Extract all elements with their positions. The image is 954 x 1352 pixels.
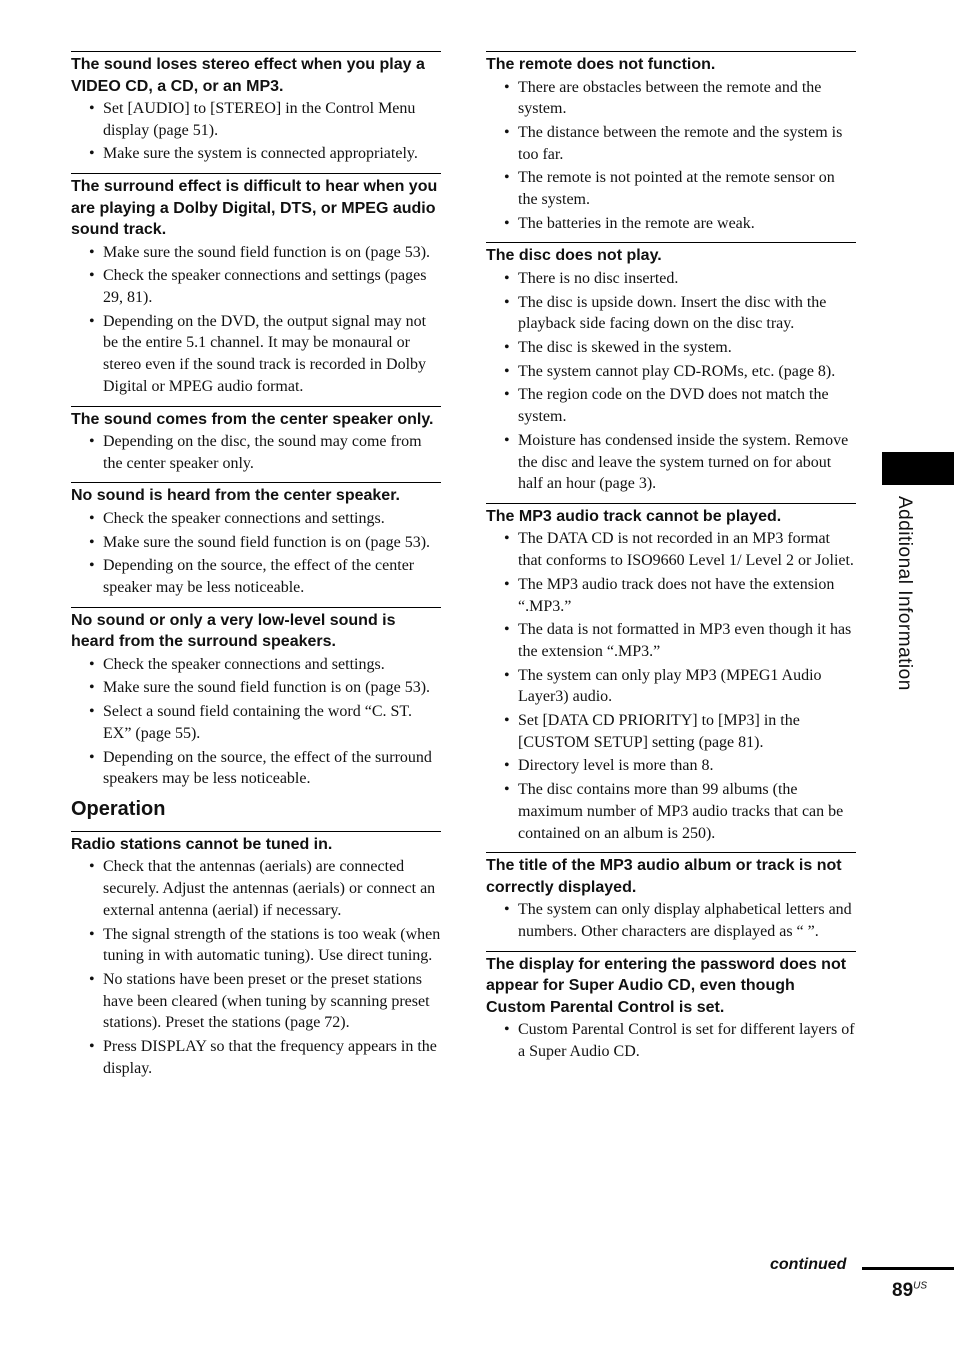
bullet-item: • Set [DATA CD PRIORITY] to [MP3] in the [CUSTOM SETUP] setting (page 81).	[486, 710, 856, 753]
section-title: The surround effect is difficult to hear when you are playing a Dolby Digital, DTS, or MPEG audio sound track.	[71, 178, 438, 239]
continued-label: continued	[770, 1256, 847, 1273]
troubleshooting-section	[71, 831, 441, 1080]
bullet-list	[486, 899, 856, 942]
troubleshooting-section	[71, 607, 441, 790]
left-sections-b	[71, 831, 441, 1080]
bullet-item: • No stations have been preset or the preset stations have been cleared (when tuning by scanning preset stations). Preset the stations (page 72).	[71, 969, 441, 1034]
bullet-item: • Make sure the sound field function is on (page 53).	[71, 242, 441, 264]
bullet-list	[486, 77, 856, 235]
bullet-item: • The system can only display alphabetical letters and numbers. Other characters are displayed as “ ”.	[486, 899, 856, 942]
bullet-item: • Custom Parental Control is set for different layers of a Super Audio CD.	[486, 1019, 856, 1062]
bullet-list	[71, 431, 441, 474]
bullet-item: • The batteries in the remote are weak.	[486, 213, 856, 235]
troubleshooting-section	[71, 173, 441, 397]
bullet-item: • Depending on the DVD, the output signal may not be the entire 5.1 channel. It may be monaural or stereo even if the sound track is recorded in Dolby Digital or MPEG audio format.	[71, 311, 441, 398]
side-tab-label: Additional Information	[894, 496, 915, 691]
bullet-list	[71, 98, 441, 165]
bullet-item: • Select a sound field containing the word “C. ST. EX” (page 55).	[71, 701, 441, 744]
section-tab-marker	[882, 452, 954, 485]
bullet-item: • The DATA CD is not recorded in an MP3 format that conforms to ISO9660 Level 1/ Level 2 or Joliet.	[486, 528, 856, 571]
troubleshooting-section	[486, 242, 856, 495]
section-title: The sound loses stereo effect when you play a VIDEO CD, a CD, or an MP3.	[71, 56, 425, 95]
troubleshooting-section	[71, 482, 441, 598]
bullet-item: • Check the speaker connections and settings.	[71, 508, 441, 530]
page-number-value: 89	[892, 1280, 914, 1301]
right-column	[486, 51, 856, 1071]
section-title: The disc does not play.	[486, 247, 662, 265]
bullet-item: • The remote is not pointed at the remote sensor on the system.	[486, 167, 856, 210]
bullet-item: • Moisture has condensed inside the system. Remove the disc and leave the system turned on for about half an hour (page 3).	[486, 430, 856, 495]
bullet-list	[71, 856, 441, 1079]
bullet-item: • There are obstacles between the remote and the system.	[486, 77, 856, 120]
bullet-item: • The disc is skewed in the system.	[486, 337, 856, 359]
bullet-item: • The distance between the remote and the system is too far.	[486, 122, 856, 165]
section-title: The display for entering the password does not appear for Super Audio CD, even though Custom Parental Control is set.	[486, 955, 847, 1016]
section-title: The sound comes from the center speaker only.	[71, 410, 434, 428]
page-number-suffix: US	[913, 1280, 928, 1292]
troubleshooting-section	[71, 406, 441, 475]
bullet-item: • The system cannot play CD-ROMs, etc. (page 8).	[486, 361, 856, 383]
bullet-item: • Make sure the sound field function is on (page 53).	[71, 532, 441, 554]
bullet-item: • The system can only play MP3 (MPEG1 Audio Layer3) audio.	[486, 665, 856, 708]
bullet-item: • The data is not formatted in MP3 even though it has the extension “.MP3.”	[486, 619, 856, 662]
bullet-item: • Check that the antennas (aerials) are connected securely. Adjust the antennas (aerials) or connect an external antenna (aerial) if necessary.	[71, 856, 441, 921]
bullet-item: • Check the speaker connections and settings (pages 29, 81).	[71, 265, 441, 308]
section-title: No sound or only a very low-level sound is heard from the surround speakers.	[71, 611, 396, 651]
troubleshooting-section	[486, 51, 856, 234]
bullet-list	[71, 508, 441, 599]
section-title: Radio stations cannot be tuned in.	[71, 835, 333, 853]
left-sections-a	[71, 51, 441, 790]
section-title: The title of the MP3 audio album or track is not correctly displayed.	[486, 857, 842, 896]
bullet-list	[486, 268, 856, 495]
troubleshooting-section	[486, 951, 856, 1063]
bullet-item: • Depending on the source, the effect of the center speaker may be less noticeable.	[71, 555, 441, 598]
bullet-item: • The disc contains more than 99 albums (the maximum number of MP3 audio tracks that can be contained on an album is 250).	[486, 779, 856, 844]
bullet-item: • Make sure the sound field function is on (page 53).	[71, 677, 441, 699]
bullet-item: • Press DISPLAY so that the frequency appears in the display.	[71, 1036, 441, 1079]
bullet-list	[486, 528, 856, 844]
bullet-item: • Depending on the source, the effect of the surround speakers may be less noticeable.	[71, 747, 441, 790]
bullet-item: • The disc is upside down. Insert the disc with the playback side facing down on the disc tray.	[486, 292, 856, 335]
section-title: The remote does not function.	[486, 56, 716, 73]
section-title: No sound is heard from the center speaker.	[71, 487, 400, 505]
bullet-item: • Depending on the disc, the sound may come from the center speaker only.	[71, 431, 441, 474]
left-column	[71, 51, 441, 1088]
bullet-list	[486, 1019, 856, 1062]
bullet-list	[71, 654, 441, 790]
bullet-item: • Check the speaker connections and settings.	[71, 654, 441, 676]
bullet-item: • Directory level is more than 8.	[486, 755, 856, 777]
bullet-list	[71, 242, 441, 398]
section-title: The MP3 audio track cannot be played.	[486, 507, 782, 525]
bullet-item: • The region code on the DVD does not match the system.	[486, 384, 856, 427]
troubleshooting-section	[71, 51, 441, 165]
operation-heading: Operation	[71, 797, 166, 820]
bullet-item: • The MP3 audio track does not have the extension “.MP3.”	[486, 574, 856, 617]
bullet-item: • Set [AUDIO] to [STEREO] in the Control Menu display (page 51).	[71, 98, 441, 141]
troubleshooting-section	[486, 852, 856, 942]
troubleshooting-section	[486, 503, 856, 844]
bullet-item: • The signal strength of the stations is too weak (when tuning in with automatic tuning). Use direct tuning.	[71, 924, 441, 967]
bullet-item: • There is no disc inserted.	[486, 268, 856, 290]
page-number	[892, 1280, 927, 1302]
continued-line	[862, 1267, 954, 1270]
bullet-item: • Make sure the system is connected appropriately.	[71, 143, 441, 165]
